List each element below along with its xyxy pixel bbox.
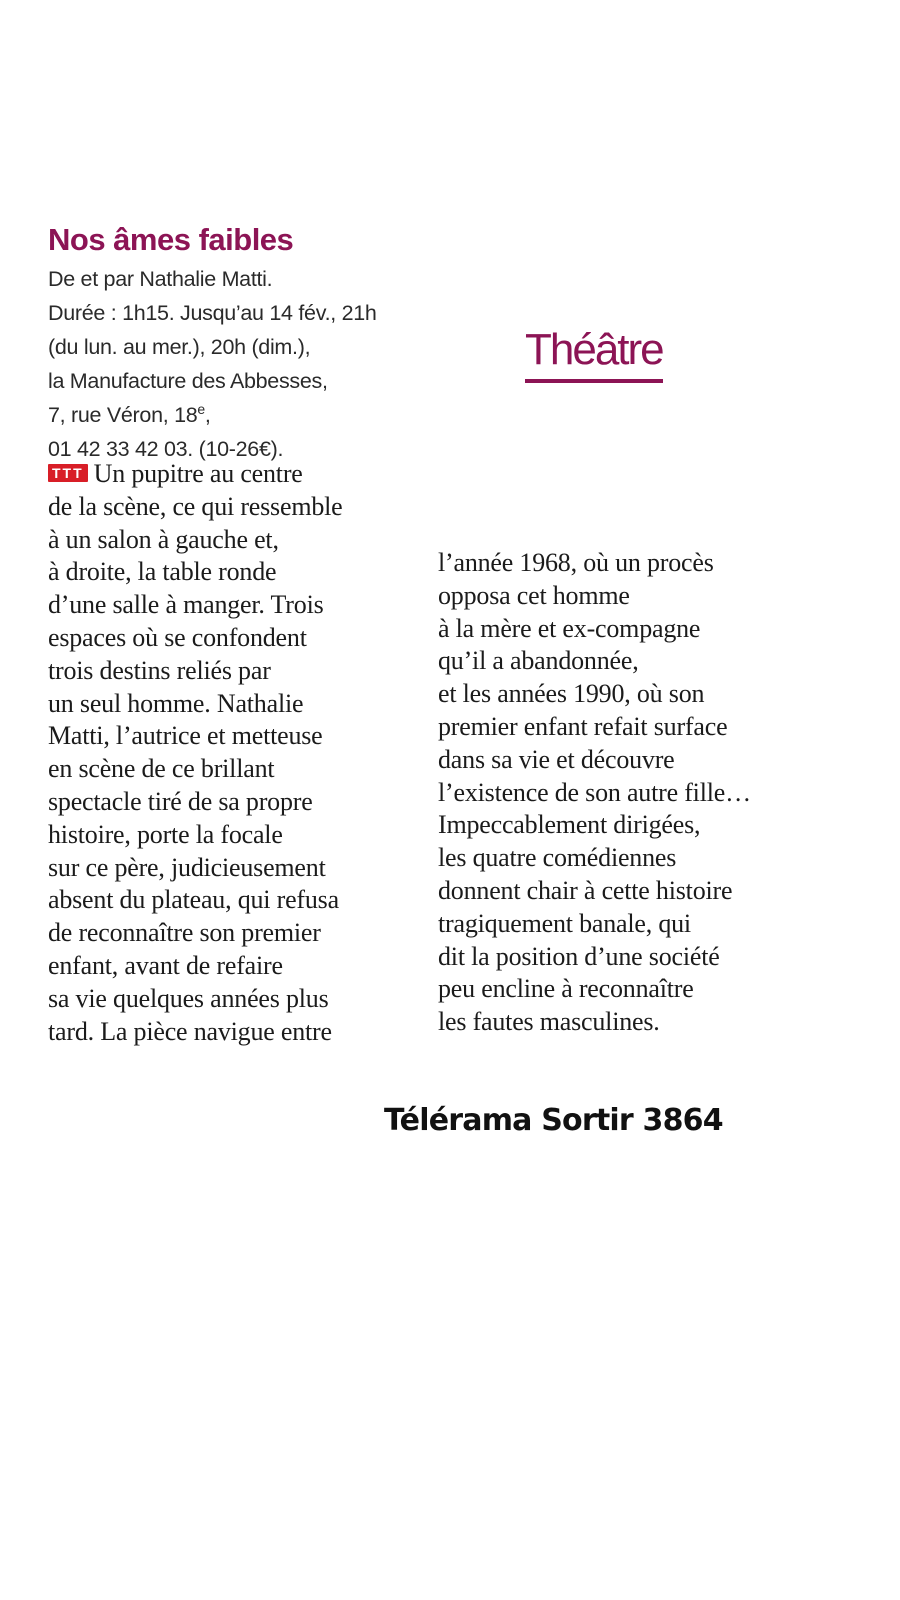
review-line: à la mère et ex-compagne (438, 613, 701, 643)
review-line: qu’il a abandonnée, (438, 646, 639, 676)
review-line: Matti, l’autrice et metteuse (48, 721, 323, 751)
review-column-1 (48, 458, 343, 1048)
review-line: sa vie quelques années plus (48, 983, 329, 1013)
credit: De et par Nathalie Matti. (48, 267, 273, 291)
section-heading: Théâtre (525, 322, 663, 383)
review-line: tard. La pièce navigue entre (48, 1016, 332, 1046)
review-line: de la scène, ce qui ressemble (48, 491, 343, 521)
review-line: l’année 1968, où un procès (438, 548, 714, 577)
review-line: peu encline à reconnaître (438, 974, 694, 1004)
show-info (48, 262, 428, 466)
review-line: absent du plateau, qui refusa (48, 885, 339, 915)
review-line: enfant, avant de refaire (48, 950, 283, 980)
source-credit: Télérama Sortir 3864 (384, 1103, 723, 1138)
review-line: de reconnaître son premier (48, 918, 321, 948)
review-line: dit la position d’une société (438, 941, 720, 971)
schedule-line-2: (du lun. au mer.), 20h (dim.), (48, 335, 311, 359)
review-line: histoire, porte la focale (48, 819, 283, 849)
review-line: trois destins reliés par (48, 655, 271, 685)
review-line: premier enfant refait surface (438, 711, 728, 741)
schedule-line-1: Durée : 1h15. Jusqu’au 14 fév., 21h (48, 301, 377, 325)
review-line: Impeccablement dirigées, (438, 810, 701, 840)
review-line: sur ce père, judicieusement (48, 852, 326, 882)
review-line: donnent chair à cette histoire (438, 875, 733, 905)
review-line: dans sa vie et découvre (438, 744, 675, 774)
show-title: Nos âmes faibles (48, 222, 294, 257)
review-line: à droite, la table ronde (48, 557, 277, 587)
venue: la Manufacture des Abbesses, (48, 369, 328, 393)
review-line: l’existence de son autre fille… (438, 777, 751, 807)
address (48, 398, 428, 432)
review-line: les fautes masculines. (438, 1007, 660, 1037)
review-first-line: Un pupitre au centre (93, 459, 303, 488)
review-line: opposa cet homme (438, 580, 630, 610)
review-line (48, 458, 343, 491)
address-end: , (204, 403, 211, 427)
review-line: d’une salle à manger. Trois (48, 590, 324, 620)
review-line: spectacle tiré de sa propre (48, 786, 313, 816)
review-line: les quatre comédiennes (438, 843, 677, 873)
review-line: en scène de ce brillant (48, 754, 275, 784)
review-line: espaces où se confondent (48, 622, 307, 652)
phone-price: 01 42 33 42 03. (10-26€). (48, 437, 284, 461)
review-column-2 (438, 547, 751, 1039)
review-line: à un salon à gauche et, (48, 524, 279, 554)
review-line: et les années 1990, où son (438, 679, 705, 709)
address-street: 7, rue Véron, 18 (48, 403, 198, 427)
rating-badge: TTT (48, 464, 88, 482)
review-line: tragiquement banale, qui (438, 908, 691, 938)
address-sup: e (197, 401, 205, 417)
review-line: un seul homme. Nathalie (48, 688, 304, 718)
